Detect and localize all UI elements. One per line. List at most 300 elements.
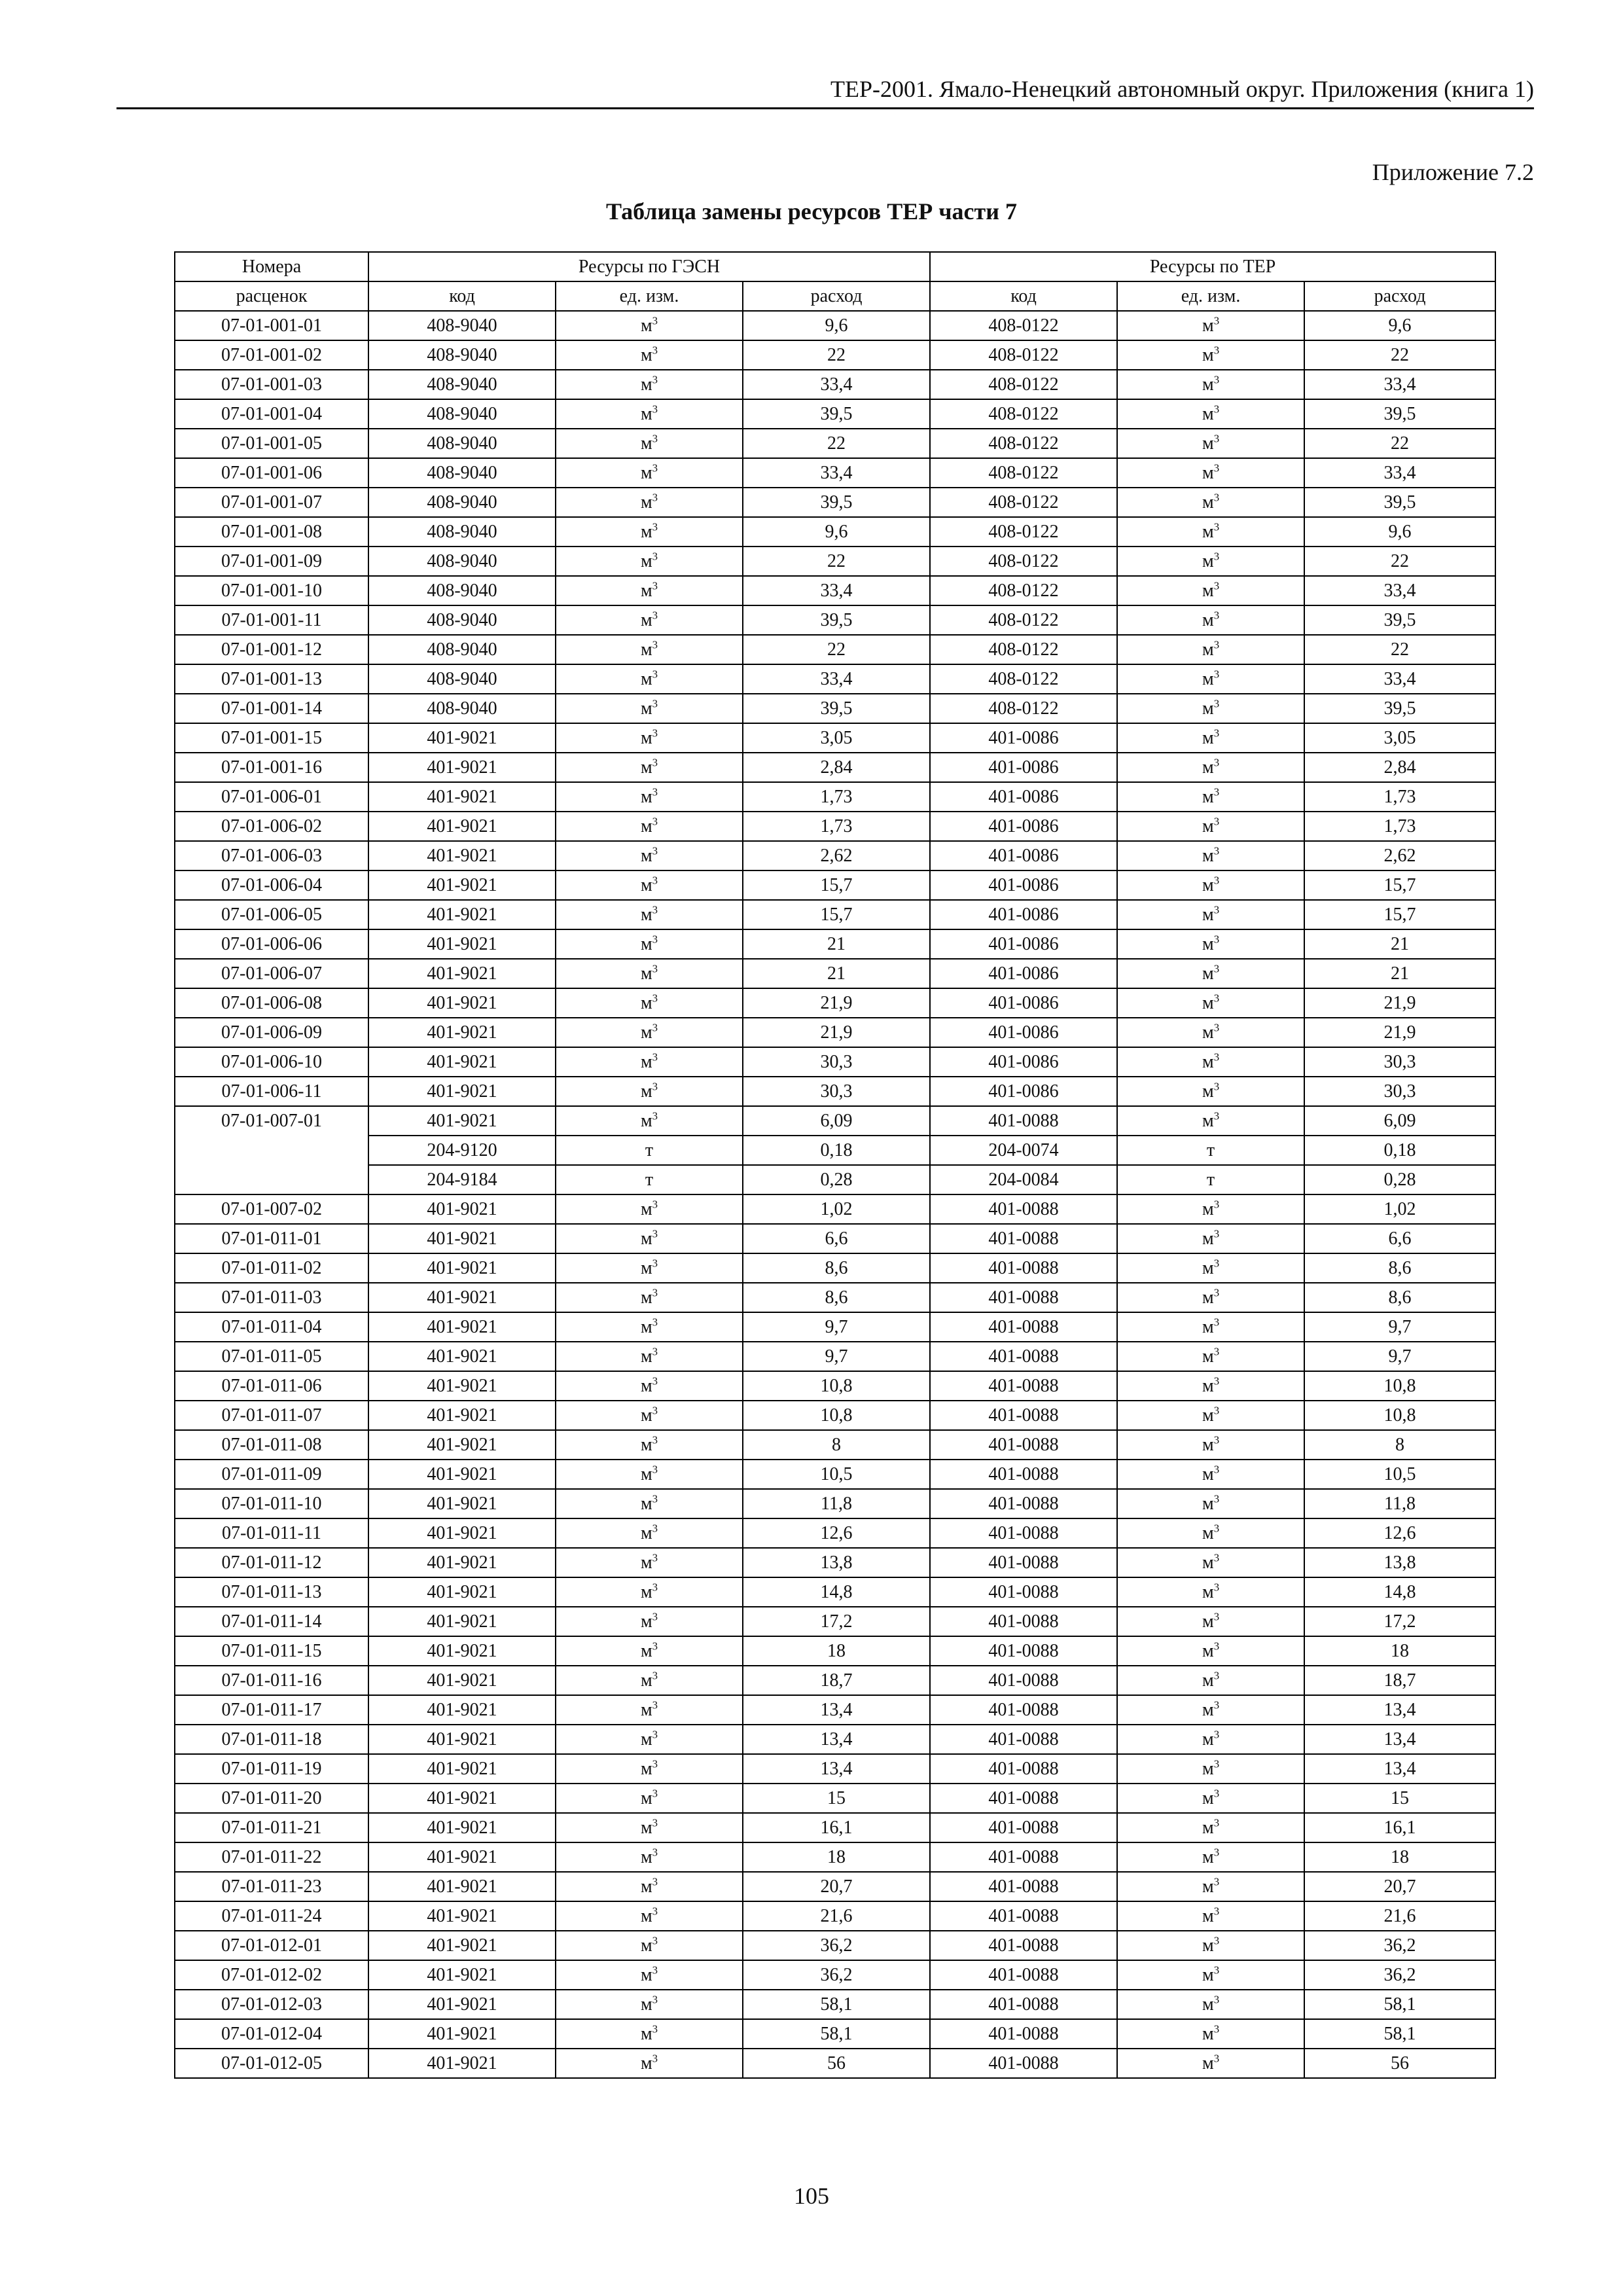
gesn-unit-cell [556,1990,743,2019]
gesn-code-cell: 401-9021 [368,1518,556,1548]
gesn-code-cell: 401-9021 [368,2049,556,2078]
rate-number-cell: 07-01-011-16 [175,1666,368,1695]
table-row [175,1754,1495,1784]
table-row [175,694,1495,723]
ter-consumption-cell: 15,7 [1304,870,1495,900]
ter-consumption-cell: 39,5 [1304,605,1495,635]
rate-number-cell: 07-01-011-04 [175,1312,368,1342]
gesn-unit-cell [556,664,743,694]
unit-exponent: 3 [1213,1610,1220,1623]
rate-number-cell: 07-01-001-11 [175,605,368,635]
ter-code-cell: 401-0086 [930,753,1117,782]
unit-exponent: 3 [652,609,658,622]
rate-number-cell: 07-01-001-14 [175,694,368,723]
gesn-unit-cell [556,635,743,664]
rate-number-cell: 07-01-011-15 [175,1636,368,1666]
gesn-unit-cell [556,547,743,576]
head-gesn-group: Ресурсы по ГЭСН [368,252,930,281]
ter-consumption-cell: 58,1 [1304,2019,1495,2049]
gesn-code-cell: 401-9021 [368,1342,556,1371]
rate-number-cell: 07-01-012-03 [175,1990,368,2019]
unit-exponent: 3 [652,697,658,710]
unit-symbol: м [640,1257,652,1278]
unit-exponent: 3 [652,668,658,681]
unit-symbol: м [1202,698,1214,719]
rate-number-cell: 07-01-007-01 [175,1106,368,1136]
gesn-code-cell: 401-9021 [368,1106,556,1136]
unit-symbol: м [1202,1081,1214,1102]
unit-symbol: м [1202,1522,1214,1543]
rate-number-cell: 07-01-012-05 [175,2049,368,2078]
ter-code-cell: 408-0122 [930,576,1117,605]
gesn-consumption-cell: 58,1 [743,1990,930,2019]
ter-consumption-cell: 30,3 [1304,1047,1495,1077]
ter-consumption-cell: 18 [1304,1842,1495,1872]
rate-number-cell: 07-01-006-04 [175,870,368,900]
ter-unit-cell [1117,1018,1304,1047]
ter-unit-cell [1117,399,1304,429]
unit-exponent: 3 [652,1286,658,1299]
unit-exponent: 3 [1213,844,1220,857]
ter-code-cell: 401-0088 [930,2019,1117,2049]
unit-exponent: 3 [1213,1374,1220,1388]
ter-code-cell: 401-0086 [930,1018,1117,1047]
ter-unit-cell [1117,870,1304,900]
gesn-unit-cell [556,988,743,1018]
unit-exponent: 3 [1213,874,1220,887]
ter-consumption-cell: 13,4 [1304,1725,1495,1754]
unit-symbol: м [1202,1552,1214,1573]
gesn-code-cell: 401-9021 [368,1872,556,1901]
ter-consumption-cell: 1,02 [1304,1194,1495,1224]
ter-unit-cell [1117,576,1304,605]
unit-symbol: м [640,1640,652,1661]
gesn-consumption-cell: 1,02 [743,1194,930,1224]
gesn-consumption-cell: 21,9 [743,988,930,1018]
ter-code-cell: 401-0088 [930,1253,1117,1283]
unit-exponent: 3 [1213,903,1220,916]
ter-unit-cell [1117,812,1304,841]
ter-unit-cell [1117,959,1304,988]
unit-symbol: м [640,1051,652,1072]
ter-consumption-cell: 36,2 [1304,1931,1495,1960]
gesn-consumption-cell: 1,73 [743,812,930,841]
unit-exponent: 3 [1213,491,1220,504]
unit-symbol: м [1202,786,1214,807]
table-row [175,1518,1495,1548]
table-row [175,1577,1495,1607]
ter-consumption-cell: 6,09 [1304,1106,1495,1136]
gesn-code-cell: 204-9184 [368,1165,556,1194]
unit-exponent: 3 [1213,1522,1220,1535]
gesn-unit-cell [556,1813,743,1842]
unit-exponent: 3 [652,638,658,651]
unit-exponent: 3 [1213,609,1220,622]
ter-unit-cell [1117,547,1304,576]
table-row [175,1224,1495,1253]
gesn-code-cell: 401-9021 [368,782,556,812]
gesn-consumption-cell: 39,5 [743,605,930,635]
unit-exponent: 3 [1213,1934,1220,1947]
gesn-code-cell: 401-9021 [368,929,556,959]
unit-exponent: 3 [652,1669,658,1682]
unit-exponent: 3 [652,373,658,386]
rate-number-cell: 07-01-011-22 [175,1842,368,1872]
head-gesn-consumption: расход [743,281,930,311]
rate-number-cell: 07-01-001-15 [175,723,368,753]
ter-unit-cell [1117,1607,1304,1636]
gesn-unit-cell [556,605,743,635]
unit-symbol: м [1202,757,1214,778]
gesn-consumption-cell: 0,18 [743,1136,930,1165]
ter-code-cell: 401-0088 [930,1842,1117,1872]
unit-symbol: м [640,639,652,660]
ter-unit-cell [1117,753,1304,782]
rate-number-cell: 07-01-001-04 [175,399,368,429]
unit-symbol: м [1202,1611,1214,1632]
ter-consumption-cell: 10,8 [1304,1371,1495,1401]
unit-exponent: 3 [1213,1257,1220,1270]
unit-exponent: 3 [652,1463,658,1476]
unit-symbol: м [640,933,652,954]
gesn-unit-cell [556,1842,743,1872]
unit-symbol: м [640,1346,652,1367]
ter-code-cell: 204-0084 [930,1165,1117,1194]
table-row [175,517,1495,547]
unit-exponent: 3 [652,756,658,769]
gesn-unit-cell [556,1577,743,1607]
unit-symbol: м [1202,992,1214,1013]
ter-unit-cell [1117,1312,1304,1342]
unit-exponent: 3 [652,1021,658,1034]
table-row [175,1489,1495,1518]
unit-exponent: 3 [1213,1463,1220,1476]
gesn-code-cell: 401-9021 [368,1666,556,1695]
ter-unit-cell [1117,1342,1304,1371]
ter-code-cell: 401-0086 [930,1047,1117,1077]
ter-consumption-cell: 17,2 [1304,1607,1495,1636]
unit-exponent: 3 [652,2022,658,2036]
gesn-consumption-cell: 3,05 [743,723,930,753]
table-row [175,1960,1495,1990]
ter-code-cell: 401-0088 [930,1695,1117,1725]
unit-symbol: м [1202,2053,1214,2073]
gesn-consumption-cell: 1,73 [743,782,930,812]
gesn-code-cell: 401-9021 [368,1931,556,1960]
unit-exponent: 3 [1213,432,1220,445]
ter-unit-cell [1117,1401,1304,1430]
unit-symbol: м [1202,1994,1214,2015]
unit-symbol: м [1202,403,1214,424]
unit-exponent: 3 [1213,815,1220,828]
unit-symbol: м [640,403,652,424]
table-row [175,340,1495,370]
ter-code-cell: 401-0088 [930,1371,1117,1401]
gesn-code-cell: 401-9021 [368,1636,556,1666]
ter-consumption-cell: 33,4 [1304,664,1495,694]
ter-code-cell: 408-0122 [930,340,1117,370]
ter-code-cell: 401-0088 [930,1548,1117,1577]
ter-code-cell: 204-0074 [930,1136,1117,1165]
unit-exponent: 3 [652,1109,658,1122]
head-rate-numbers-2: расценок [175,281,368,311]
rate-number-cell: 07-01-012-01 [175,1931,368,1960]
gesn-code-cell: 408-9040 [368,429,556,458]
gesn-unit-cell [556,1253,743,1283]
head-row-2 [175,281,1495,311]
rate-number-cell: 07-01-011-03 [175,1283,368,1312]
unit-symbol: м [1202,550,1214,571]
table-row [175,1018,1495,1047]
unit-symbol: м [640,874,652,895]
ter-unit-cell [1117,664,1304,694]
gesn-unit-cell [556,1460,743,1489]
table-row [175,1430,1495,1460]
unit-symbol: м [640,433,652,454]
ter-unit-cell [1117,1548,1304,1577]
unit-exponent: 3 [652,579,658,592]
gesn-code-cell: 408-9040 [368,399,556,429]
unit-exponent: 3 [1213,1993,1220,2006]
gesn-consumption-cell: 9,6 [743,517,930,547]
unit-exponent: 3 [652,1934,658,1947]
ter-consumption-cell: 0,18 [1304,1136,1495,1165]
gesn-consumption-cell: 17,2 [743,1607,930,1636]
unit-exponent: 3 [652,962,658,975]
rate-number-cell: 07-01-001-16 [175,753,368,782]
gesn-unit-cell [556,1077,743,1106]
unit-symbol: м [640,1729,652,1749]
ter-unit-cell [1117,1931,1304,1960]
unit-exponent: 3 [1213,344,1220,357]
unit-symbol: м [1202,1287,1214,1308]
gesn-unit-cell [556,1548,743,1577]
rate-number-cell: 07-01-006-08 [175,988,368,1018]
ter-code-cell: 408-0122 [930,517,1117,547]
ter-code-cell: 408-0122 [930,429,1117,458]
unit-exponent: 3 [652,2052,658,2065]
rate-number-cell: 07-01-006-11 [175,1077,368,1106]
ter-unit-cell [1117,370,1304,399]
ter-unit-cell [1117,311,1304,340]
ter-consumption-cell: 2,84 [1304,753,1495,782]
unit-exponent: 3 [1213,1551,1220,1564]
unit-exponent: 3 [1213,638,1220,651]
ter-code-cell: 401-0086 [930,782,1117,812]
rate-number-cell: 07-01-001-03 [175,370,368,399]
ter-code-cell: 401-0088 [930,1194,1117,1224]
unit-symbol: м [640,1699,652,1720]
table-row [175,2019,1495,2049]
unit-symbol: м [1202,521,1214,542]
gesn-consumption-cell: 8,6 [743,1253,930,1283]
unit-symbol: м [640,462,652,483]
gesn-code-cell: 401-9021 [368,2019,556,2049]
unit-exponent: 3 [652,1522,658,1535]
unit-symbol: м [1202,609,1214,630]
gesn-code-cell: 401-9021 [368,753,556,782]
ter-consumption-cell: 1,73 [1304,812,1495,841]
unit-symbol: м [640,727,652,748]
gesn-unit-cell [556,1194,743,1224]
unit-exponent: 3 [1213,1316,1220,1329]
gesn-consumption-cell: 10,8 [743,1401,930,1430]
running-header [116,71,1534,109]
unit-exponent: 3 [652,1551,658,1564]
unit-exponent: 3 [1213,1875,1220,1888]
unit-exponent: 3 [1213,1728,1220,1741]
ter-unit-cell [1117,1371,1304,1401]
table-row [175,547,1495,576]
unit-symbol: м [640,1287,652,1308]
gesn-consumption-cell: 12,6 [743,1518,930,1548]
ter-unit-cell [1117,900,1304,929]
gesn-code-cell: 401-9021 [368,1047,556,1077]
ter-unit-cell [1117,929,1304,959]
table-row [175,1695,1495,1725]
table-body [175,311,1495,2078]
unit-symbol: м [640,1994,652,2015]
unit-exponent: 3 [652,432,658,445]
gesn-code-cell: 401-9021 [368,1018,556,1047]
unit-symbol: м [640,1817,652,1838]
gesn-code-cell: 408-9040 [368,605,556,635]
ter-unit-cell [1117,635,1304,664]
ter-unit-cell [1117,1518,1304,1548]
gesn-unit-cell [556,1136,743,1165]
ter-consumption-cell: 13,4 [1304,1695,1495,1725]
unit-symbol: м [1202,1316,1214,1337]
unit-symbol: м [640,1463,652,1484]
rate-number-cell: 07-01-011-07 [175,1401,368,1430]
table-row [175,1666,1495,1695]
ter-unit-cell [1117,340,1304,370]
gesn-unit-cell [556,1784,743,1813]
rate-number-cell: 07-01-012-02 [175,1960,368,1990]
unit-symbol: м [1202,1905,1214,1926]
gesn-code-cell: 408-9040 [368,547,556,576]
gesn-consumption-cell: 30,3 [743,1047,930,1077]
gesn-consumption-cell: 21 [743,929,930,959]
gesn-consumption-cell: 10,5 [743,1460,930,1489]
unit-symbol: м [640,550,652,571]
rate-number-cell: 07-01-006-09 [175,1018,368,1047]
ter-unit-cell [1117,1901,1304,1931]
gesn-unit-cell [556,1430,743,1460]
table-row [175,1784,1495,1813]
unit-symbol: м [640,492,652,512]
ter-code-cell: 401-0086 [930,812,1117,841]
ter-consumption-cell: 10,8 [1304,1401,1495,1430]
unit-symbol: м [1202,1375,1214,1396]
ter-unit-cell [1117,1842,1304,1872]
rate-number-cell: 07-01-001-13 [175,664,368,694]
ter-consumption-cell: 15 [1304,1784,1495,1813]
gesn-unit-cell [556,1607,743,1636]
gesn-consumption-cell: 9,7 [743,1312,930,1342]
rate-number-cell: 07-01-001-06 [175,458,368,488]
ter-unit-cell [1117,1960,1304,1990]
ter-consumption-cell: 33,4 [1304,458,1495,488]
unit-symbol: м [1202,1876,1214,1897]
gesn-consumption-cell: 30,3 [743,1077,930,1106]
ter-consumption-cell: 9,6 [1304,517,1495,547]
unit-exponent: 3 [652,1080,658,1093]
ter-consumption-cell: 16,1 [1304,1813,1495,1842]
unit-exponent: 3 [652,1698,658,1712]
gesn-consumption-cell: 18,7 [743,1666,930,1695]
unit-symbol: м [1202,1758,1214,1779]
table-row [175,841,1495,870]
ter-unit-cell [1117,2049,1304,2078]
gesn-unit-cell [556,723,743,753]
unit-symbol: м [640,1228,652,1249]
ter-code-cell: 401-0088 [930,1430,1117,1460]
unit-exponent: 3 [1213,1698,1220,1712]
gesn-code-cell: 401-9021 [368,959,556,988]
appendix-label: Приложение 7.2 [1372,159,1534,185]
ter-code-cell: 401-0088 [930,1784,1117,1813]
gesn-code-cell: 401-9021 [368,1901,556,1931]
ter-consumption-cell: 21 [1304,929,1495,959]
ter-code-cell: 401-0088 [930,1460,1117,1489]
ter-code-cell: 401-0088 [930,1960,1117,1990]
ter-consumption-cell: 36,2 [1304,1960,1495,1990]
unit-exponent: 3 [652,520,658,533]
unit-exponent: 3 [652,1345,658,1358]
unit-symbol: м [1202,1935,1214,1956]
gesn-consumption-cell: 58,1 [743,2019,930,2049]
ter-unit-cell [1117,1666,1304,1695]
ter-code-cell: 408-0122 [930,547,1117,576]
gesn-unit-cell [556,870,743,900]
table-row [175,370,1495,399]
ter-unit-cell [1117,1872,1304,1901]
gesn-code-cell: 401-9021 [368,1401,556,1430]
ter-code-cell: 401-0086 [930,870,1117,900]
unit-symbol: м [640,521,652,542]
ter-unit-cell [1117,1136,1304,1165]
ter-consumption-cell: 56 [1304,2049,1495,2078]
gesn-consumption-cell: 0,28 [743,1165,930,1194]
ter-consumption-cell: 18 [1304,1636,1495,1666]
page-number: 105 [794,2183,829,2209]
unit-exponent: 3 [1213,1669,1220,1682]
unit-exponent: 3 [652,933,658,946]
gesn-consumption-cell: 8,6 [743,1283,930,1312]
ter-code-cell: 408-0122 [930,399,1117,429]
unit-exponent: 3 [1213,1227,1220,1240]
ter-unit-cell [1117,988,1304,1018]
gesn-unit-cell [556,1901,743,1931]
rate-number-cell: 07-01-011-01 [175,1224,368,1253]
unit-symbol: м [1202,845,1214,866]
gesn-consumption-cell: 11,8 [743,1489,930,1518]
ter-unit-cell [1117,1253,1304,1283]
ter-code-cell: 401-0088 [930,1607,1117,1636]
unit-symbol: т [645,1139,654,1160]
unit-exponent: 3 [652,1905,658,1918]
table-row [175,1460,1495,1489]
ter-consumption-cell: 2,62 [1304,841,1495,870]
unit-exponent: 3 [1213,1109,1220,1122]
rate-number-cell: 07-01-011-18 [175,1725,368,1754]
rate-number-cell: 07-01-001-10 [175,576,368,605]
table-row [175,1165,1495,1194]
ter-code-cell: 401-0088 [930,1106,1117,1136]
unit-symbol: м [640,1581,652,1602]
unit-symbol: м [640,1670,652,1691]
